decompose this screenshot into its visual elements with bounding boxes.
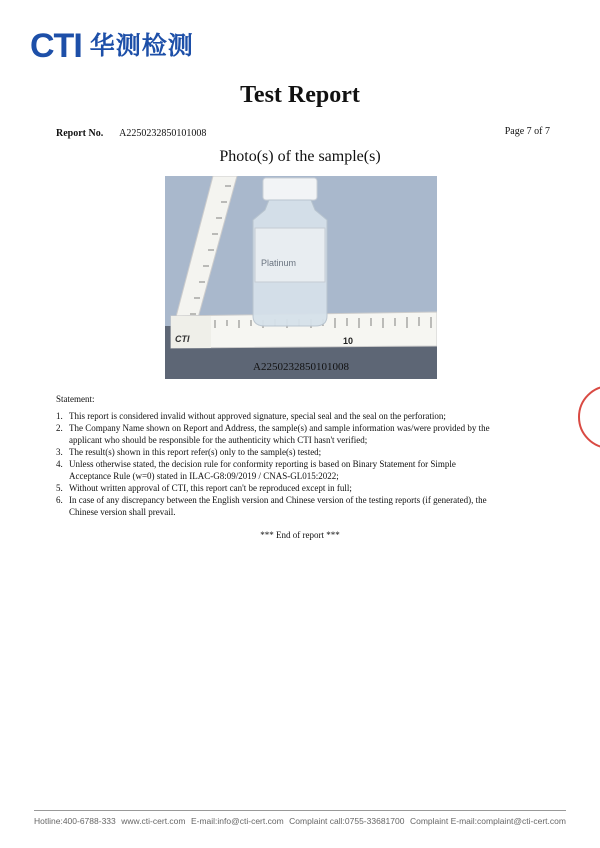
company-logo — [30, 28, 194, 64]
page-info: Page 7 of 7 — [504, 126, 550, 137]
statement-list — [56, 410, 496, 518]
statement-item: 3. The result(s) shown in this report refer(s) only to the sample(s) tested; — [56, 447, 322, 457]
photo-heading: Photo(s) of the sample(s) — [219, 148, 381, 165]
footer-complaint-call: Complaint call:0755-33681700 — [289, 816, 405, 826]
red-seal-stamp — [578, 385, 600, 449]
end-of-report: *** End of report *** — [260, 530, 340, 540]
page-title: Test Report — [240, 82, 360, 108]
footer-complaint-email[interactable]: Complaint E-mail:complaint@cti-cert.com — [409, 816, 566, 826]
ruler-number: 10 — [343, 336, 354, 346]
footer — [34, 816, 566, 826]
sample-photo-image — [165, 176, 437, 379]
footer-divider — [34, 810, 566, 811]
logo-text: CTI — [30, 27, 82, 65]
report-number-label: Report No. — [56, 128, 104, 139]
report-number — [56, 128, 206, 139]
svg-text:CTI: CTI — [175, 334, 190, 344]
statement-item: 2. The Company Name shown on Report and Address, the sample(s) and sample information was/were provided by the applicant who should be responsible for the authenticity which CTI hasn't verified; — [56, 423, 490, 445]
footer-hotline: Hotline:400-6788-333 — [34, 816, 116, 826]
statement-label: Statement: — [56, 394, 95, 404]
sample-photo — [165, 176, 437, 379]
report-number-value: A2250232850101008 — [119, 128, 207, 139]
bottle-label: Platinum — [261, 258, 297, 268]
photo-sample-code: A2250232850101008 — [253, 361, 349, 373]
statement-item: 6. In case of any discrepancy between the English version and Chinese version of the testing reports (if generated), the Chinese version shall prevail. — [56, 495, 487, 517]
statement-item: 4. Unless otherwise stated, the decision rule for conformity reporting is based on Binary Statement for Simple Acceptance Rule (w=0) stated in ILAC-G8:09/2019 / CNAS-GL015:2022; — [56, 459, 456, 481]
statement-item: 5. Without written approval of CTI, this report can't be reproduced except in full; — [56, 483, 352, 493]
footer-website[interactable]: www.cti-cert.com — [121, 816, 186, 826]
footer-email[interactable]: E-mail:info@cti-cert.com — [190, 816, 284, 826]
logo-chinese-text: 华测检测 — [89, 31, 194, 60]
statement-item: 1. This report is considered invalid without approved signature, special seal and the seal on the perforation; — [56, 411, 446, 421]
